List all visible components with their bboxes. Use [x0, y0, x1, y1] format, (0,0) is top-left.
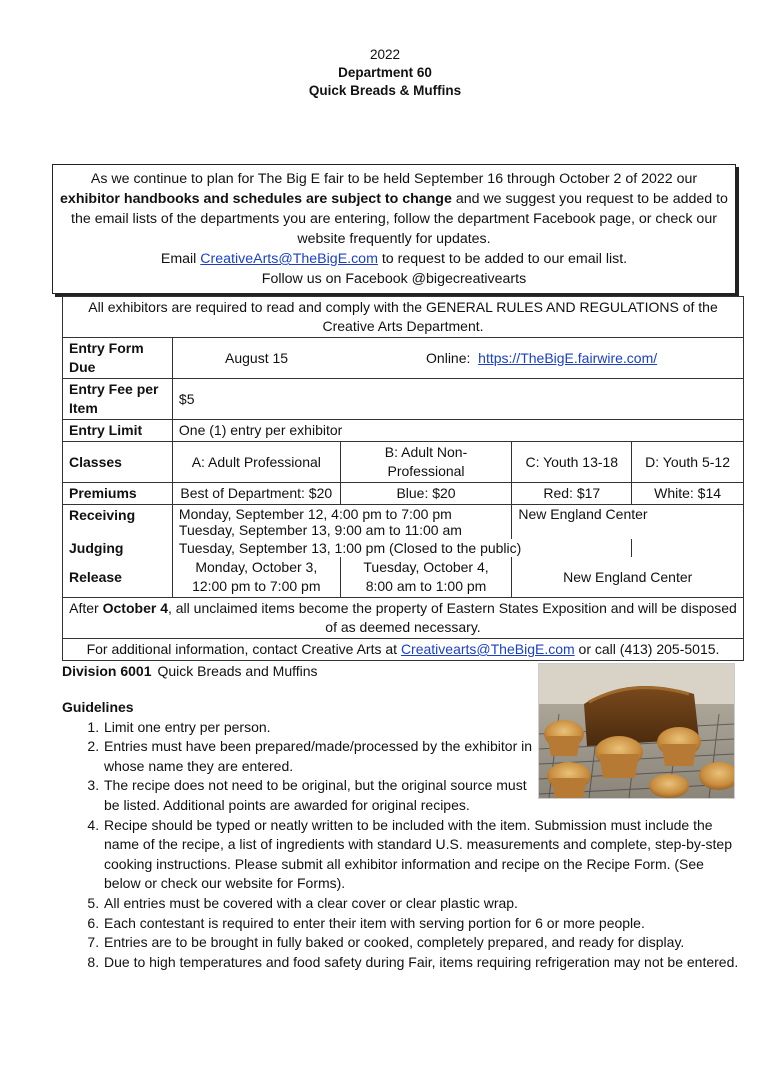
release-location: New England Center	[512, 557, 744, 598]
empty-cell	[632, 539, 744, 557]
guideline-item: 8. Due to high temperatures and food safety during Fair, items requiring refrigeration may not be entered.	[103, 953, 742, 973]
premiums-label: Premiums	[63, 483, 173, 505]
guidelines-title: Guidelines	[62, 699, 134, 715]
entry-fee-label: Entry Fee per Item	[63, 379, 173, 420]
division-heading	[62, 663, 318, 679]
receiving-label: Receiving	[63, 505, 173, 540]
guideline-item: 7. Entries are to be brought in fully baked or cooked, completely prepared, and ready for display.	[103, 933, 742, 953]
entry-form-label: Entry Form Due	[63, 338, 173, 379]
email-post: to request to be added to our email list.	[377, 251, 628, 267]
page-header	[0, 46, 770, 100]
guideline-item: 2. Entries must have been prepared/made/processed by the exhibitor in whose name they are entered.	[103, 737, 534, 776]
entry-limit-label: Entry Limit	[63, 420, 173, 442]
guidelines-section	[62, 698, 742, 972]
division-name: Quick Breads and Muffins	[157, 663, 318, 679]
notice-paragraph	[59, 169, 729, 249]
judging-label: Judging	[63, 539, 173, 557]
online-link[interactable]: https://TheBigE.fairwire.com/	[478, 349, 658, 366]
guideline-item: 6. Each contestant is required to enter their item with serving portion for 6 or more people.	[103, 914, 742, 934]
email-pre: Email	[160, 251, 201, 267]
notice-text: As we continue to plan for The Big E fair to be held September 16 through October 2 of 2022 our	[90, 171, 698, 187]
guideline-item: 4. Recipe should be typed or neatly written to be included with the item. Submission must include the name of the recipe, a list of ingredients with standard U.S. measurements and complete, step-by-step cooking instructions. Please submit all exhibitor information and recipe on the Recipe Form. (See below or check our website for Forms).	[103, 816, 742, 894]
guideline-item: 1. Limit one entry per person.	[103, 718, 742, 738]
guidelines-list	[62, 718, 742, 973]
unclaimed-post: , all unclaimed items become the property of Eastern States Exposition and will be disposed of as deemed necessary.	[167, 600, 737, 635]
facebook-line: Follow us on Facebook @bigecreativearts	[261, 271, 527, 287]
guideline-item: 3. The recipe does not need to be original, but the original source must be listed. Additional points are awarded for original recipes.	[103, 776, 534, 815]
contact-pre: For additional information, contact Creative Arts at	[86, 641, 401, 657]
notice-bold-text: exhibitor handbooks and schedules are subject to change	[60, 191, 452, 207]
contact-row	[63, 639, 744, 661]
judging-value: Tuesday, September 13, 1:00 pm (Closed to the public)	[172, 539, 631, 557]
online-label: Online:	[426, 349, 471, 366]
email-link[interactable]: CreativeArts@TheBigE.com	[200, 251, 378, 267]
notice-box	[52, 164, 736, 294]
classes-label: Classes	[63, 442, 173, 483]
receiving-location: New England Center	[512, 505, 744, 540]
receiving-line: Tuesday, September 13, 9:00 am to 11:00 am	[178, 522, 462, 538]
release-day1-date: Monday, October 3,	[195, 559, 318, 575]
release-day2-date: Tuesday, October 4,	[363, 559, 489, 575]
guideline-item: 5. All entries must be covered with a clear cover or clear plastic wrap.	[103, 894, 742, 914]
release-label: Release	[63, 557, 173, 598]
unclaimed-pre: After	[69, 600, 103, 616]
contact-email-link[interactable]: Creativearts@TheBigE.com	[400, 641, 575, 657]
receiving-times	[172, 505, 511, 540]
contact-post: or call (413) 205-5015.	[574, 641, 720, 657]
release-day1-time: 12:00 pm to 7:00 pm	[192, 578, 321, 594]
unclaimed-notice	[63, 598, 744, 639]
page-title: Quick Breads & Muffins	[308, 83, 462, 98]
notice-text-end: and we suggest you request to be added to the email lists of the departments you are entering, follow the department Facebook page, or check our website frequently for updates.	[71, 191, 728, 247]
premium-cell: Best of Department: $20	[172, 483, 340, 505]
premium-cell: Blue: $20	[340, 483, 512, 505]
email-line	[59, 249, 729, 269]
class-cell: A: Adult Professional	[172, 442, 340, 483]
entry-fee-value: $5	[172, 379, 743, 420]
class-cell: B: Adult Non-Professional	[340, 442, 512, 483]
release-day1	[172, 557, 340, 598]
online-cell	[340, 338, 743, 379]
class-cell: D: Youth 5-12	[632, 442, 744, 483]
department-title: Department 60	[338, 65, 432, 80]
premium-cell: Red: $17	[512, 483, 632, 505]
division-number: Division 6001	[62, 663, 152, 679]
premium-cell: White: $14	[632, 483, 744, 505]
class-cell: C: Youth 13-18	[512, 442, 632, 483]
unclaimed-bold: October 4	[102, 600, 168, 616]
year: 2022	[369, 47, 401, 62]
rules-intro: All exhibitors are required to read and comply with the GENERAL RULES AND REGULATIONS of the Creative Arts Department.	[63, 297, 744, 338]
release-day2	[340, 557, 512, 598]
entry-limit-value: One (1) entry per exhibitor	[172, 420, 743, 442]
info-table	[62, 296, 744, 661]
release-day2-time: 8:00 am to 1:00 pm	[365, 578, 487, 594]
entry-form-date: August 15	[172, 338, 340, 379]
receiving-line: Monday, September 12, 4:00 pm to 7:00 pm	[178, 506, 452, 522]
